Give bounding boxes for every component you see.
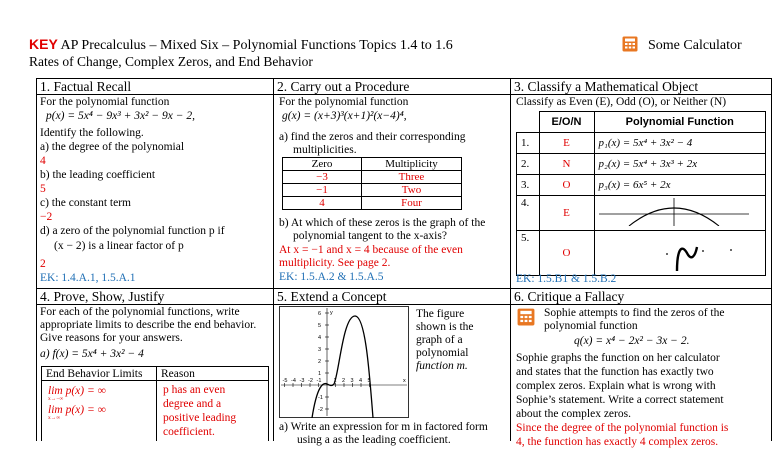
multiplicity-value: Two — [362, 184, 462, 197]
cell2-question-b-line2: polynomial tangent to the x-axis? — [293, 230, 447, 242]
limits-table-left — [41, 366, 42, 441]
cell3-heading: 3. Classify a Mathematical Object — [514, 79, 699, 94]
cell4-intro-line3: Give reasons for your answers. — [40, 332, 183, 344]
classify-header-function: Polynomial Function — [594, 112, 766, 133]
page-title — [29, 36, 453, 54]
zero-value: 4 — [283, 197, 362, 210]
zeros-table — [282, 157, 462, 210]
limits-table-top — [41, 366, 269, 367]
zeros-header-multiplicity: Multiplicity — [362, 158, 462, 171]
reason-line4: coefficient. — [163, 426, 215, 438]
cell6-line6: Sophie’s statement. Write a correct statement — [516, 394, 724, 406]
limits-header: End Behavior Limits — [46, 368, 143, 380]
cell2-answer-b-line2: multiplicity. See page 2. — [279, 257, 391, 269]
cell2-intro: For the polynomial function — [279, 96, 409, 108]
table-row — [517, 154, 766, 175]
cell1-answer-b: 5 — [40, 183, 46, 195]
limit-negative-infinity-sub: x→−∞ — [48, 396, 64, 402]
limit-negative-infinity: lim p(x) = ∞ — [48, 385, 106, 397]
polynomial: p₁(x) = 5x⁴ + 3x² − 4 — [594, 133, 766, 154]
cell6-line5: complex zeros. Explain what is wrong with — [516, 380, 716, 392]
cell6-line2: polynomial function — [544, 320, 638, 332]
grid-col-2 — [510, 78, 511, 441]
limits-table-divider — [156, 366, 157, 441]
cell2-answer-b-line1: At x = −1 and x = 4 because of the even — [279, 244, 463, 256]
polynomial-curve — [312, 316, 373, 418]
reason-line2: degree and a — [163, 398, 222, 410]
polynomial: p₂(x) = 5x⁴ + 3x³ + 2x — [594, 154, 766, 175]
table-row — [517, 231, 766, 276]
classification: O — [539, 231, 594, 276]
cell5-question-a-line2: using a as the leading coefficient. — [297, 434, 451, 446]
x-tick-label: 3 — [350, 378, 354, 384]
cell6-answer-line2: 4, the function has exactly 4 complex zeros. — [516, 436, 719, 448]
calculator-text: Some Calculator — [648, 38, 742, 53]
cell6-heading: 6. Critique a Fallacy — [514, 289, 625, 304]
x-tick-label: -2 — [308, 378, 313, 384]
cell1-heading: 1. Factual Recall — [40, 79, 132, 94]
row-number: 3. — [517, 175, 540, 196]
y-tick-label: -2 — [318, 407, 323, 413]
y-tick-label: 5 — [318, 323, 322, 329]
cell1-answer-c: −2 — [40, 211, 53, 223]
cell1-question-d-line1: d) a zero of the polynomial function p if — [40, 225, 225, 237]
classification: E — [539, 133, 594, 154]
cell4-intro-line2: appropriate limits to describe the end behavior. — [40, 319, 257, 331]
cell2-function: g(x) = (x+3)³(x+1)²(x−4)⁴, — [282, 110, 407, 122]
cell3-ek: EK: 1.5.B1 & 1.5.B.2 — [516, 273, 617, 285]
classification: O — [539, 175, 594, 196]
limit-positive-infinity: lim p(x) = ∞ — [48, 404, 106, 416]
graph-cell-4 — [594, 196, 766, 231]
x-axis-label: x — [403, 378, 406, 384]
x-tick-label: 4 — [359, 378, 363, 384]
row-number: 1. — [517, 133, 540, 154]
cell1-answer-d: 2 — [40, 258, 46, 270]
zero-value: −1 — [283, 184, 362, 197]
y-tick-label: 1 — [318, 371, 322, 377]
limit-positive-infinity-sub: x→∞ — [48, 415, 61, 421]
row-number: 4. — [517, 196, 540, 231]
title-text: AP Precalculus – Mixed Six – Polynomial Functions Topics 1.4 to 1.6 — [60, 38, 453, 53]
table-row — [283, 197, 462, 210]
zeros-table-header — [283, 158, 462, 171]
cell6-function: q(x) = x⁴ − 2x² − 3x − 2. — [574, 335, 690, 347]
cell1-intro: For the polynomial function — [40, 96, 170, 108]
polynomial-graph — [279, 306, 409, 418]
x-tick-label: -5 — [282, 378, 288, 384]
x-tick-label: 1 — [333, 378, 337, 384]
grid-col-1 — [273, 78, 274, 441]
multiplicity-value: Four — [362, 197, 462, 210]
cell2-question-a-line2: multiplicities. — [293, 144, 357, 156]
cell5-heading: 5. Extend a Concept — [277, 289, 387, 304]
zero-value: −3 — [283, 171, 362, 184]
cell5-question-a-line1: a) Write an expression for m in factored form — [279, 421, 488, 433]
cell5-desc-line1: The figure — [416, 308, 465, 320]
cell6-answer-line1: Since the degree of the polynomial function is — [516, 422, 729, 434]
multiplicity-value: Three — [362, 171, 462, 184]
calculator-icon — [517, 308, 535, 326]
calculator-note — [622, 36, 742, 54]
cell6-line7: about the complex zeros. — [516, 408, 631, 420]
cell2-heading: 2. Carry out a Procedure — [277, 79, 410, 94]
cell1-question-b: b) the leading coefficient — [40, 169, 156, 181]
x-tick-label: -1 — [316, 378, 322, 384]
polynomial: p₃(x) = 6x⁵ + 2x — [594, 175, 766, 196]
cell4-question-a: a) f(x) = 5x⁴ + 3x² − 4 — [40, 348, 144, 360]
classify-header-eon: E/O/N — [539, 112, 594, 133]
odd-graph — [599, 231, 749, 271]
cell1-question-a: a) the degree of the polynomial — [40, 141, 185, 153]
cell5-desc-line3: graph of a — [416, 334, 463, 346]
cell5-desc-line5: function m. — [416, 360, 468, 372]
x-tick-label: -3 — [299, 378, 305, 384]
cell1-question-c: c) the constant term — [40, 197, 132, 209]
cell5-desc-line4: polynomial — [416, 347, 469, 359]
cell2-question-a-line1: a) find the zeros and their corresponding — [279, 131, 466, 143]
cell1-question-d-line2: (x − 2) is a linear factor of p — [54, 240, 184, 252]
page-subtitle: Rates of Change, Complex Zeros, and End Behavior — [29, 54, 313, 69]
classify-header-row — [517, 112, 766, 133]
cell4-heading: 4. Prove, Show, Justify — [40, 289, 165, 304]
cell6-line1: Sophie attempts to find the zeros of the — [544, 307, 725, 319]
y-tick-label: 4 — [318, 335, 322, 341]
cell4-intro-line1: For each of the polynomial functions, write — [40, 306, 240, 318]
x-tick-label: 2 — [342, 378, 346, 384]
grid-left — [36, 78, 37, 441]
limits-table-right — [268, 366, 269, 441]
row-number: 5. — [517, 231, 540, 276]
cell1-ek: EK: 1.4.A.1, 1.5.A.1 — [40, 272, 136, 284]
classification: E — [539, 196, 594, 231]
cell1-answer-a: 4 — [40, 155, 46, 167]
key-label: KEY — [29, 36, 58, 52]
table-row — [517, 133, 766, 154]
cell6-line3: Sophie graphs the function on her calculator — [516, 352, 720, 364]
zeros-header-zero: Zero — [283, 158, 362, 171]
table-row — [283, 171, 462, 184]
cell2-question-b-line1: b) At which of these zeros is the graph of the — [279, 217, 486, 229]
y-axis-label: y — [330, 310, 333, 316]
blank-cell — [517, 112, 540, 133]
grid-right — [771, 78, 772, 441]
reason-line1: p has an even — [163, 384, 226, 396]
calculator-icon — [622, 36, 638, 52]
x-tick-label: -4 — [291, 378, 296, 384]
reason-header: Reason — [161, 368, 195, 380]
cell5-desc-line2: shown is the — [416, 321, 474, 333]
row-number: 2. — [517, 154, 540, 175]
cell6-line4: and states that the function has exactly two — [516, 366, 714, 378]
y-tick-label: 2 — [318, 359, 322, 365]
table-row — [517, 175, 766, 196]
even-graph — [599, 196, 749, 226]
y-tick-label: 6 — [318, 311, 322, 317]
graph-cell-5 — [594, 231, 766, 276]
y-tick-label: -1 — [318, 395, 323, 401]
cell1-identify: Identify the following. — [40, 127, 144, 139]
table-row — [283, 184, 462, 197]
cell3-intro: Classify as Even (E), Odd (O), or Neither (N) — [516, 96, 727, 108]
x-tick-label: 5 — [367, 378, 371, 384]
cell1-function: p(x) = 5x⁴ − 9x³ + 3x² − 9x − 2, — [46, 110, 196, 122]
cell2-ek: EK: 1.5.A.2 & 1.5.A.5 — [279, 271, 384, 283]
classification: N — [539, 154, 594, 175]
reason-line3: positive leading — [163, 412, 237, 424]
y-tick-label: 3 — [318, 347, 322, 353]
classify-table — [516, 111, 766, 276]
table-row — [517, 196, 766, 231]
